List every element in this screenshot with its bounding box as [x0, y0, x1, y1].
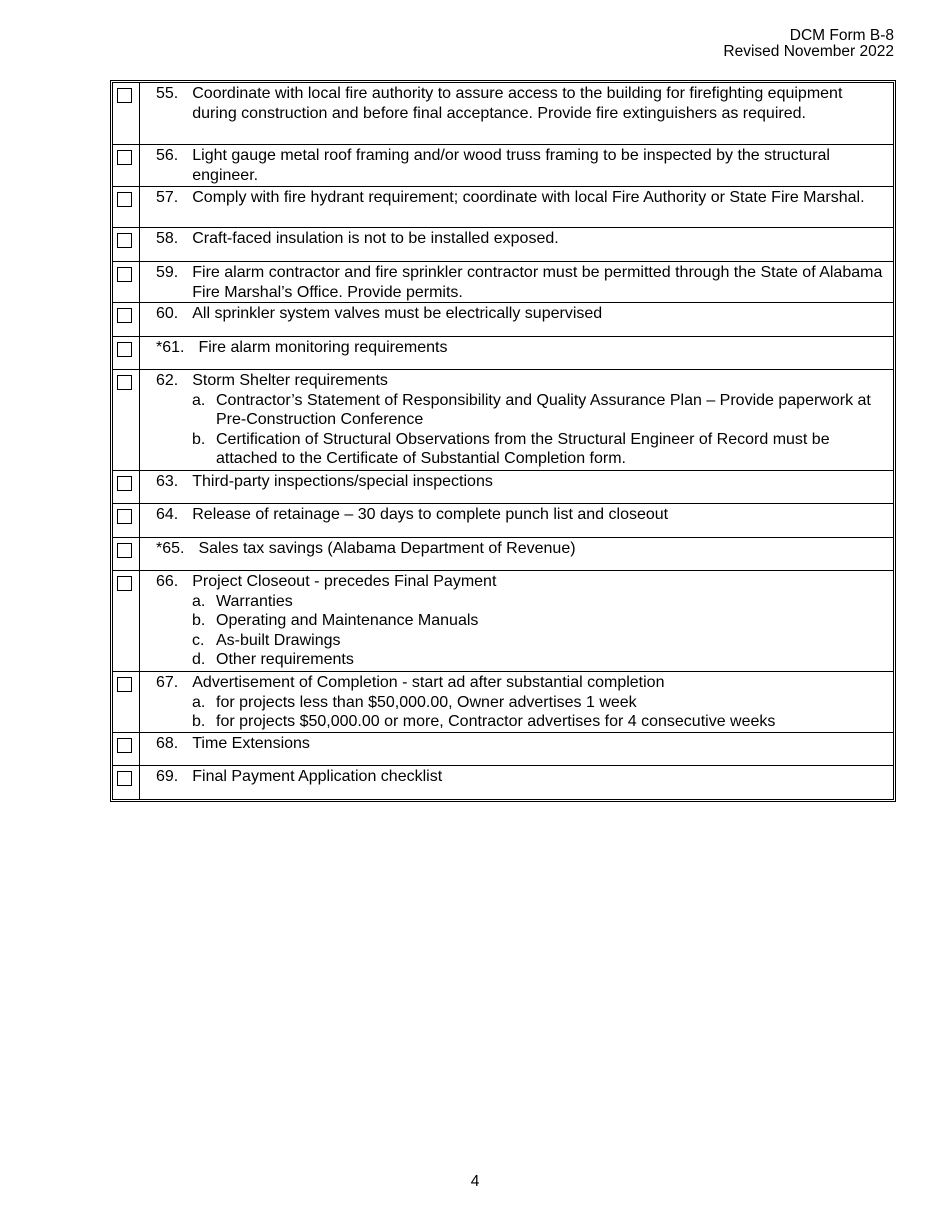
item-content — [140, 145, 893, 186]
item-number: 60. — [156, 305, 179, 322]
sub-item — [192, 592, 885, 612]
item-checkbox[interactable] — [117, 677, 132, 692]
checklist-row — [113, 83, 893, 144]
sub-item-letter: a. — [192, 391, 206, 409]
checkbox-cell — [113, 538, 140, 570]
sub-item-text: for projects $50,000.00 or more, Contractor advertises for 4 consecutive weeks — [216, 713, 776, 730]
sub-item-list — [156, 391, 885, 469]
sub-item-text: Operating and Maintenance Manuals — [216, 612, 479, 629]
item-number: 66. — [156, 573, 179, 590]
item-checkbox[interactable] — [117, 88, 132, 103]
checklist-row — [113, 732, 893, 765]
item-content — [140, 766, 893, 799]
sub-item — [192, 430, 885, 469]
sub-item-text: for projects less than $50,000.00, Owner advertises 1 week — [216, 693, 637, 711]
checklist-row — [113, 186, 893, 227]
checkbox-cell — [113, 262, 140, 302]
item-checkbox[interactable] — [117, 476, 132, 491]
sub-item-letter: b. — [192, 713, 206, 730]
item-number: 55. — [156, 85, 179, 102]
form-header — [723, 28, 894, 60]
checklist-table — [110, 80, 896, 802]
checklist-row — [113, 227, 893, 261]
item-checkbox[interactable] — [117, 233, 132, 248]
page-number: 4 — [470, 1173, 480, 1190]
sub-item-letter: a. — [192, 592, 206, 610]
item-text: Project Closeout - precedes Final Payment — [192, 573, 497, 590]
item-content — [140, 733, 893, 765]
checklist-row — [113, 537, 893, 570]
item-text: Sales tax savings (Alabama Department of Revenue) — [198, 540, 576, 557]
sub-item-text: Warranties — [216, 592, 293, 610]
item-number: 57. — [156, 189, 179, 206]
checklist-row — [113, 369, 893, 470]
item-text: Final Payment Application checklist — [192, 768, 443, 785]
sub-item — [192, 391, 885, 430]
item-text: All sprinkler system valves must be electrically supervised — [192, 305, 603, 322]
checkbox-cell — [113, 145, 140, 186]
item-text: Advertisement of Completion - start ad after substantial completion — [192, 674, 665, 691]
checkbox-cell — [113, 504, 140, 537]
checkbox-cell — [113, 337, 140, 369]
sub-item — [192, 611, 885, 631]
item-content — [140, 337, 893, 369]
item-content — [140, 228, 893, 261]
item-content — [140, 504, 893, 537]
checkbox-cell — [113, 228, 140, 261]
item-content — [140, 571, 893, 671]
sub-item — [192, 631, 885, 651]
item-number: 67. — [156, 674, 179, 691]
item-number: 58. — [156, 230, 179, 247]
sub-item-list — [156, 592, 885, 670]
checkbox-cell — [113, 571, 140, 671]
sub-item-letter: c. — [192, 631, 205, 649]
checklist-row — [113, 765, 893, 799]
item-content — [140, 83, 893, 144]
item-content — [140, 370, 893, 470]
item-text: Time Extensions — [192, 735, 310, 752]
item-number: 69. — [156, 768, 179, 785]
checklist-row — [113, 470, 893, 503]
item-text: Light gauge metal roof framing and/or wood truss framing to be inspected by the structural engineer. — [192, 147, 830, 184]
item-content — [140, 471, 893, 503]
item-number: *65. — [156, 540, 185, 557]
item-number: 56. — [156, 147, 179, 164]
item-checkbox[interactable] — [117, 738, 132, 753]
checkbox-cell — [113, 370, 140, 470]
item-number: 63. — [156, 473, 179, 490]
checklist-row — [113, 570, 893, 671]
item-content — [140, 672, 893, 732]
item-checkbox[interactable] — [117, 150, 132, 165]
item-text: Craft-faced insulation is not to be installed exposed. — [192, 230, 559, 247]
sub-item — [192, 712, 885, 732]
checkbox-cell — [113, 733, 140, 765]
sub-item — [192, 650, 885, 670]
item-text: Storm Shelter requirements — [192, 372, 388, 389]
item-number: 68. — [156, 735, 179, 752]
sub-item-text: Contractor’s Statement of Responsibility and Quality Assurance Plan – Provide paperwork at Pre-Construction Conference — [216, 391, 871, 428]
item-checkbox[interactable] — [117, 771, 132, 786]
checklist-row — [113, 261, 893, 302]
item-checkbox[interactable] — [117, 576, 132, 591]
item-text: Comply with fire hydrant requirement; coordinate with local Fire Authority or State Fire Marshal. — [192, 189, 865, 206]
item-checkbox[interactable] — [117, 267, 132, 282]
revision-date: Revised November 2022 — [723, 43, 894, 60]
sub-item-text: As-built Drawings — [216, 631, 341, 649]
checkbox-cell — [113, 303, 140, 336]
item-text: Coordinate with local fire authority to assure access to the building for firefighting equipment during construction and before final acceptance. Provide fire extinguishers as required. — [192, 85, 843, 122]
item-number: *61. — [156, 339, 185, 356]
sub-item-text: Other requirements — [216, 651, 354, 668]
item-content — [140, 538, 893, 570]
item-checkbox[interactable] — [117, 375, 132, 390]
item-content — [140, 303, 893, 336]
item-number: 64. — [156, 506, 179, 523]
item-content — [140, 187, 893, 227]
checkbox-cell — [113, 766, 140, 799]
checklist-row — [113, 336, 893, 369]
checkbox-cell — [113, 187, 140, 227]
sub-item-text: Certification of Structural Observations from the Structural Engineer of Record must be attached to the Certificate of Substantial Completion form. — [216, 430, 830, 467]
checklist-row — [113, 503, 893, 537]
form-id: DCM Form B-8 — [789, 27, 894, 44]
item-text: Fire alarm monitoring requirements — [198, 339, 448, 356]
sub-item-letter: b. — [192, 612, 206, 629]
checklist-row — [113, 144, 893, 186]
item-checkbox[interactable] — [117, 192, 132, 207]
item-content — [140, 262, 893, 302]
sub-item-letter: b. — [192, 430, 206, 448]
checkbox-cell — [113, 471, 140, 503]
checkbox-cell — [113, 672, 140, 732]
item-checkbox[interactable] — [117, 308, 132, 323]
checklist-row — [113, 671, 893, 732]
item-text: Third-party inspections/special inspections — [192, 473, 493, 490]
sub-item-letter: a. — [192, 693, 206, 711]
checkbox-cell — [113, 83, 140, 144]
item-number: 62. — [156, 372, 179, 389]
item-number: 59. — [156, 264, 179, 281]
sub-item-letter: d. — [192, 651, 206, 668]
item-checkbox[interactable] — [117, 509, 132, 524]
sub-item-list — [156, 693, 885, 732]
item-text: Fire alarm contractor and fire sprinkler contractor must be permitted through the State of Alabama Fire Marshal’s Office. Provide permits. — [192, 264, 883, 301]
sub-item — [192, 693, 885, 713]
item-checkbox[interactable] — [117, 342, 132, 357]
checklist-row — [113, 302, 893, 336]
item-text: Release of retainage – 30 days to complete punch list and closeout — [192, 506, 669, 523]
item-checkbox[interactable] — [117, 543, 132, 558]
